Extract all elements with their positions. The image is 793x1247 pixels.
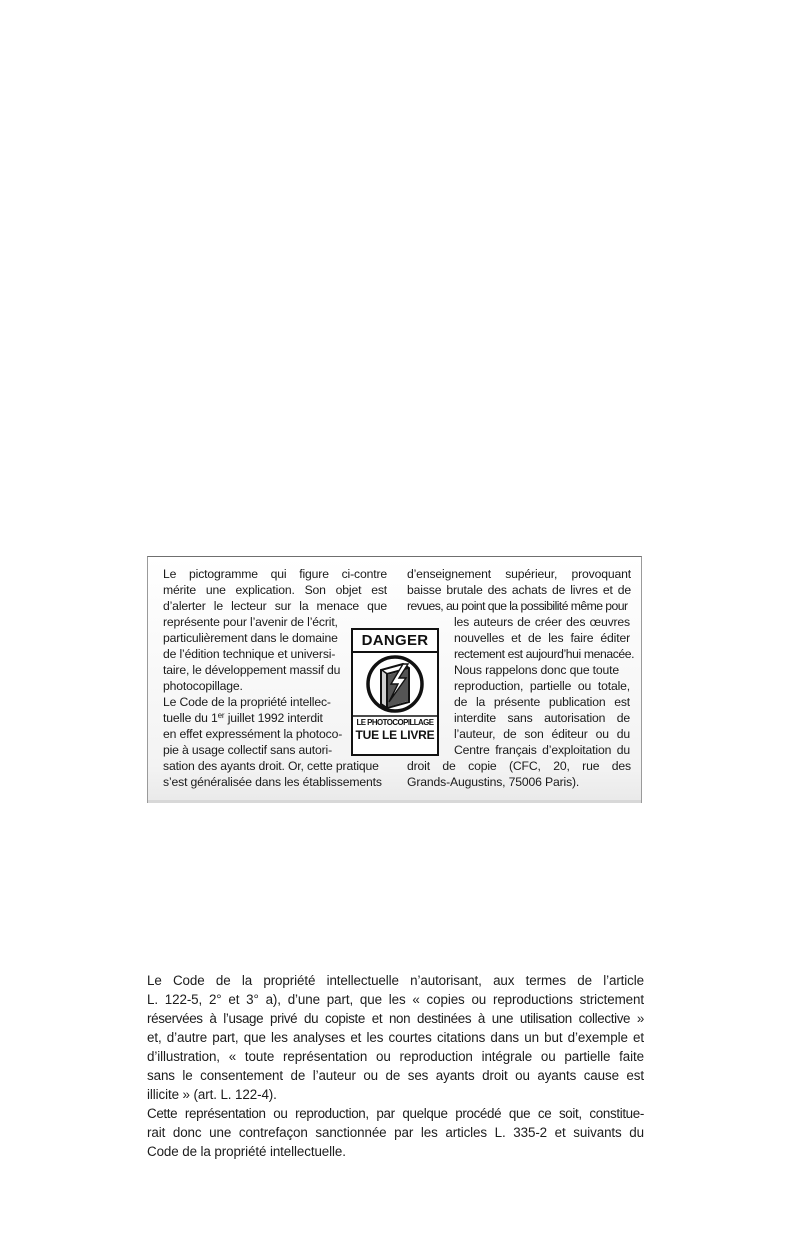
notice-date-day: 1 bbox=[210, 711, 218, 725]
danger-pictogram-frame bbox=[351, 628, 439, 772]
notice-right-line: baisse brutale des achats de livres et de bbox=[407, 583, 631, 597]
notice-right-line: Nous rappelons donc que toute bbox=[454, 663, 620, 677]
notice-left-line: d’alerter le lecteur sur la menace que bbox=[163, 599, 387, 613]
legal-line: L. 122-5, 2° et 3° a), d’une part, que les « copies ou reproductions strictement bbox=[147, 992, 644, 1007]
danger-title: DANGER bbox=[361, 632, 429, 649]
notice-left-line: pie à usage collectif sans autori- bbox=[163, 743, 333, 757]
legal-line: rait donc une contrefaçon sanctionnée par les articles L. 335-2 et suivants du bbox=[147, 1125, 644, 1140]
notice-left-line: particulièrement dans le domaine bbox=[163, 631, 338, 645]
legal-line: réservées à l’usage privé du copiste et non destinées à une utilisation collective » bbox=[147, 1011, 644, 1026]
notice-left-line: de l’édition technique et universi- bbox=[163, 647, 336, 661]
notice-right-line: Centre français d’exploitation du bbox=[454, 743, 630, 757]
notice-left-line: taire, le développement massif du bbox=[163, 663, 341, 677]
notice-left-line: Le Code de la propriété intellec- bbox=[163, 695, 331, 709]
notice-left-line: s’est généralisée dans les établissements bbox=[163, 775, 382, 789]
notice-left-line: Le pictogramme qui figure ci-contre bbox=[163, 567, 387, 581]
notice-right-line: interdite sans autorisation de bbox=[454, 711, 630, 725]
notice-right-line: reproduction, partielle ou totale, bbox=[454, 679, 630, 693]
danger-pictogram bbox=[351, 628, 439, 772]
notice-left-line: photocopillage. bbox=[163, 679, 243, 693]
notice-right-line: revues, au point que la possibilité même pour bbox=[407, 599, 628, 613]
danger-caption-line2: TUE LE LIVRE bbox=[355, 728, 435, 742]
legal-line: illicite » (art. L. 122-4). bbox=[147, 1087, 277, 1102]
notice-right-line: l’auteur, de son éditeur ou du bbox=[454, 727, 630, 741]
legal-line: Le Code de la propriété intellectuelle n’autorisant, aux termes de l’article bbox=[147, 973, 644, 988]
notice-left-line: mérite une explication. Son objet est bbox=[163, 583, 387, 597]
notice-right-line: les auteurs de créer des œuvres bbox=[454, 615, 630, 629]
notice-right-line: d’enseignement supérieur, provoquant bbox=[407, 567, 631, 581]
legal-line: Code de la propriété intellectuelle. bbox=[147, 1144, 346, 1159]
notice-right-line: rectement est aujourd’hui menacée. bbox=[454, 647, 635, 661]
notice-date-prefix: tuelle du bbox=[163, 711, 208, 725]
notice-left-line: sation des ayants droit. Or, cette pratique bbox=[163, 759, 379, 773]
notice-right-line: Grands-Augustins, 75006 Paris). bbox=[407, 775, 580, 789]
legal-line: Cette représentation ou reproduction, par quelque procédé que ce soit, constitue- bbox=[147, 1106, 644, 1121]
notice-right-line: nouvelles et de les faire éditer bbox=[454, 631, 630, 645]
notice-left-line: représente pour l’avenir de l’écrit, bbox=[163, 615, 338, 629]
notice-right-line: droit de copie (CFC, 20, rue des bbox=[407, 759, 631, 773]
notice-date-suffix: juillet 1992 interdit bbox=[224, 711, 323, 725]
notice-date-superscript: er bbox=[217, 711, 225, 720]
notice-right-line: de la présente publication est bbox=[454, 695, 630, 709]
notice-left-line-date bbox=[163, 710, 323, 726]
danger-caption-line1: LE PHOTOCOPILLAGE bbox=[356, 717, 434, 727]
legal-line: sans le consentement de l’auteur ou de ses ayants droit ou ayants cause est bbox=[147, 1068, 644, 1083]
legal-line: d’illustration, « toute représentation ou reproduction intégrale ou partielle faite bbox=[147, 1049, 644, 1064]
book-icon bbox=[381, 664, 409, 708]
notice-left-line: en effet expressément la photoco- bbox=[163, 727, 343, 741]
legal-line: et, d’autre part, que les analyses et les courtes citations dans un but d’exemple et bbox=[147, 1030, 644, 1045]
